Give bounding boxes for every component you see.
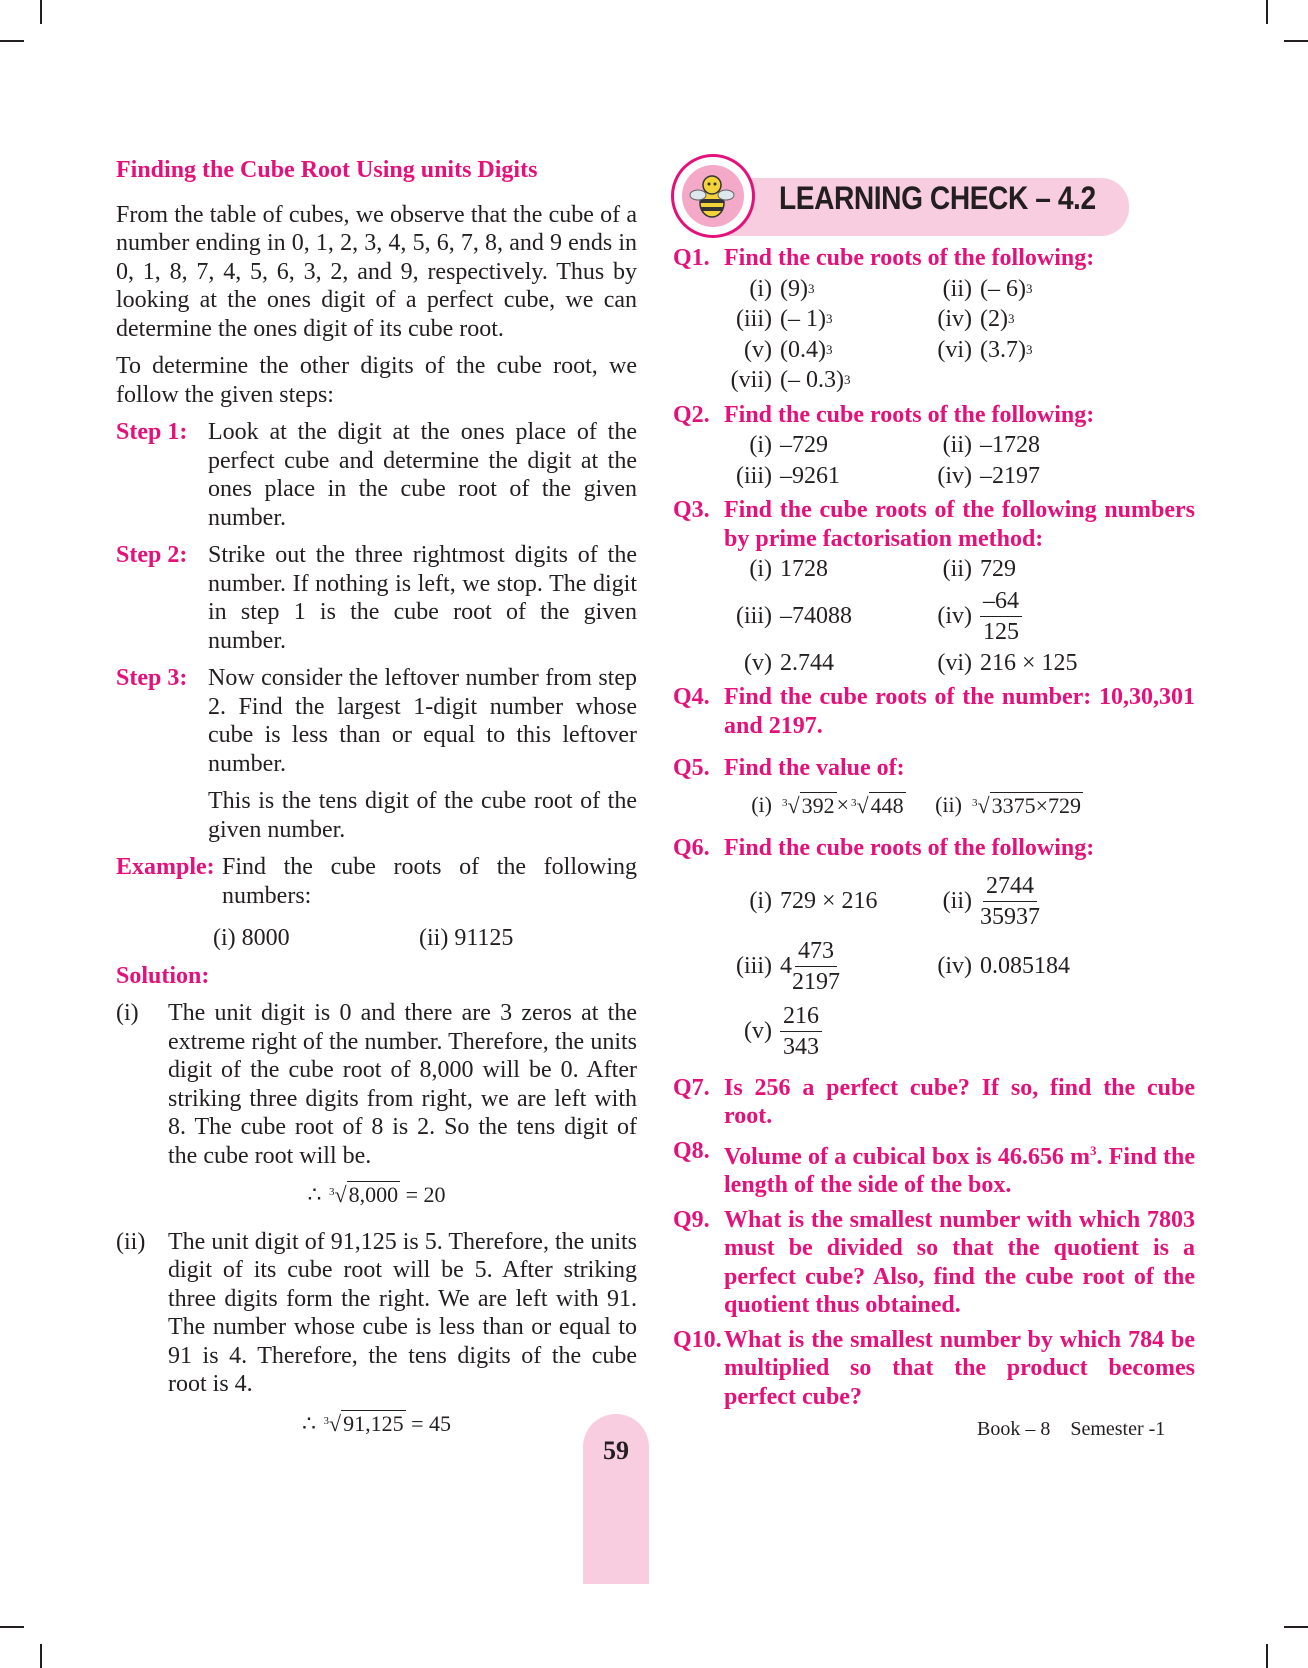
question-6: Q6. Find the cube roots of the following: — [673, 835, 1095, 861]
solution-item-number: (ii) — [116, 1228, 146, 1255]
section-heading: Finding the Cube Root Using units Digits — [116, 157, 538, 183]
crop-mark — [1284, 40, 1308, 42]
option: (i) (9) 3 — [749, 275, 815, 302]
option: (iv) (2) 3 — [937, 306, 1015, 332]
option: (v) $\frac{216}{343}$ — [724, 1001, 924, 1062]
option: (iv) 0.085184 — [937, 952, 1070, 979]
fraction: $\frac{-64}{125}$ — [980, 586, 1022, 647]
cube-root-symbol: $^3$√91,125 — [323, 1410, 404, 1436]
intro-paragraph: From the table of cubes, we observe that the cube of a number ending in 0, 1, 2, 3, 4, 5, 6, 7, 8, and 9 ends in 0, 1, 8, 7, 4, 5, 6, 3, 2, and 9, respectively. Thus by looking at the ones digit of a perfect cube, we can determine the ones digit of its cube root. — [116, 201, 637, 342]
question-7: Q7. Is 256 a perfect cube? If so, find the cube root. — [673, 1074, 1195, 1129]
option: (v) (0.4) 3 — [744, 336, 833, 363]
learning-check-banner — [671, 160, 1195, 224]
example-part: (i) 8000 — [213, 925, 290, 951]
option: (ii) $^3$√3375×729 — [914, 791, 1144, 821]
option: (ii) $\frac{2744}{35937}$ — [942, 872, 1040, 930]
option: (i) 1728 — [749, 556, 828, 582]
footer-book-label: Book – 8 Semester -1 — [977, 1418, 1166, 1440]
question-10: Q10. What is the smallest number by which 784 be multiplied so that the product becomes perfect cube? — [673, 1326, 1195, 1410]
solution-item-text: The unit digit of 91,125 is 5. Therefore, the units digit of its cube root will be 5. After striking three digits form the right. We are left with 91. The number whose cube is less than or equal to 91 is 4. Therefore, the tens digits of the cube root is 4. — [168, 1228, 637, 1397]
example-parts — [213, 924, 637, 953]
question-1: Q1. Find the cube roots of the following: — [673, 245, 1095, 271]
example-text: Find the cube roots of the following numbers: — [222, 854, 637, 909]
step-text: Look at the digit at the ones place of the perfect cube and determine the digit at the ones place in the cube root of the given number. — [208, 419, 637, 531]
option: (iii) –74088 — [736, 602, 852, 629]
question-8: Q8. Volume of a cubical box is 46.656 $m^3$. Find the length of the side of the box. — [673, 1137, 1196, 1198]
crop-mark — [1266, 0, 1268, 24]
step-2 — [116, 541, 637, 655]
option: (ii) 729 — [942, 556, 1016, 582]
step-text: Now consider the leftover number from step 2. Find the largest 1-digit number whose cube is less than or equal to this leftover number. — [208, 665, 637, 777]
step-note-text: This is the tens digit of the cube root of the given number. — [208, 788, 637, 843]
step-3-note — [116, 787, 637, 844]
option: (vii) (– 0.3) 3 — [730, 367, 851, 393]
crop-mark — [0, 1626, 24, 1628]
question-9: Q9. What is the smallest number with which 7803 must be divided so that the quotient is a perfect cube? Also, find the cube root of the quotient thus obtained. — [673, 1206, 1195, 1318]
crop-mark — [40, 0, 42, 24]
steps-intro: To determine the other digits of the cube root, we follow the given steps: — [116, 353, 637, 408]
step-label: Step 1: — [116, 419, 188, 445]
solution-label: Solution: — [116, 962, 210, 989]
left-column — [116, 156, 637, 1456]
step-3 — [116, 664, 637, 778]
page-number: 59 — [603, 1436, 629, 1465]
option: (iii) –9261 — [736, 462, 840, 489]
cube-root-symbol: $^3$√3375×729 — [972, 792, 1081, 818]
bee-icon — [682, 165, 744, 227]
learning-check-title: LEARNING CHECK – 4.2 — [779, 180, 1096, 216]
bee-mascot-icon — [671, 154, 755, 238]
solution-item — [116, 1228, 637, 1399]
step-text: Strike out the three rightmost digits of the number. If nothing is left, we stop. The digit in step 1 is the cube root of the given number. — [208, 542, 637, 654]
right-column — [673, 160, 1195, 1413]
crop-mark — [1266, 1644, 1268, 1668]
crop-mark — [1284, 1626, 1308, 1628]
cube-root-symbol: $^3$√392 — [782, 792, 835, 818]
solution-item-text: The unit digit is 0 and there are 3 zeros at the extreme right of the number. Therefore, the units digit of the cube root of 8,000 will be 0. After striking three digits from right, we are left with 8. The cube root of 8 is 2. So the tens digit of the cube root will be. — [168, 1000, 637, 1169]
option: (iv) –2197 — [937, 462, 1040, 489]
step-1 — [116, 418, 637, 532]
q3-options — [724, 555, 1195, 677]
question-4: Q4. Find the cube roots of the number: 10,30,301 and 2197. — [673, 684, 1195, 739]
example-label: Example: — [116, 854, 215, 880]
option: (ii) –1728 — [942, 432, 1040, 458]
solution-item — [116, 999, 637, 1170]
option: (v) 2.744 — [744, 649, 834, 676]
option: (i) –729 — [749, 432, 828, 458]
option: (iii) 4 $\frac{473}{2197}$ — [736, 937, 840, 995]
q5-options — [724, 791, 1195, 821]
option: (iv) $\frac{-64}{125}$ — [924, 586, 1144, 647]
crop-mark — [0, 40, 24, 42]
q2-options — [724, 431, 1195, 490]
step-label: Step 2: — [116, 542, 188, 568]
option: (iii) (– 1) 3 — [736, 306, 833, 332]
solution-item-number: (i) — [116, 1000, 139, 1026]
q6-options — [724, 871, 1195, 1062]
solution-equation: ∴ $^3$√8,000 = 20 — [116, 1180, 637, 1210]
example — [116, 853, 637, 910]
fraction: $\frac{2744}{35937}$ — [980, 872, 1040, 930]
option: (ii) (– 6) 3 — [942, 275, 1033, 302]
fraction: $\frac{216}{343}$ — [780, 1001, 822, 1062]
crop-mark — [40, 1644, 42, 1668]
solution-equation: ∴ $^3$√91,125 = 45 — [116, 1409, 637, 1439]
question-5: Q5. Find the value of: — [673, 755, 905, 781]
cube-root-symbol: $^3$√448 — [851, 792, 904, 818]
example-part: (ii) 91125 — [419, 925, 514, 951]
fraction: $\frac{473}{2197}$ — [792, 937, 840, 995]
option: (vi) (3.7) 3 — [937, 336, 1033, 363]
q1-options — [724, 275, 1195, 395]
question-2: Q2. Find the cube roots of the following: — [673, 401, 1095, 428]
cube-root-symbol: $^3$√8,000 — [329, 1182, 399, 1207]
question-3: Q3. Find the cube roots of the following numbers by prime factorisation method: — [673, 497, 1195, 552]
step-label: Step 3: — [116, 665, 188, 691]
option: (vi) 216 × 125 — [937, 649, 1078, 676]
option: (i) $^3$√392 × $^3$√448 — [724, 791, 914, 821]
option: (i) 729 × 216 — [749, 887, 878, 914]
